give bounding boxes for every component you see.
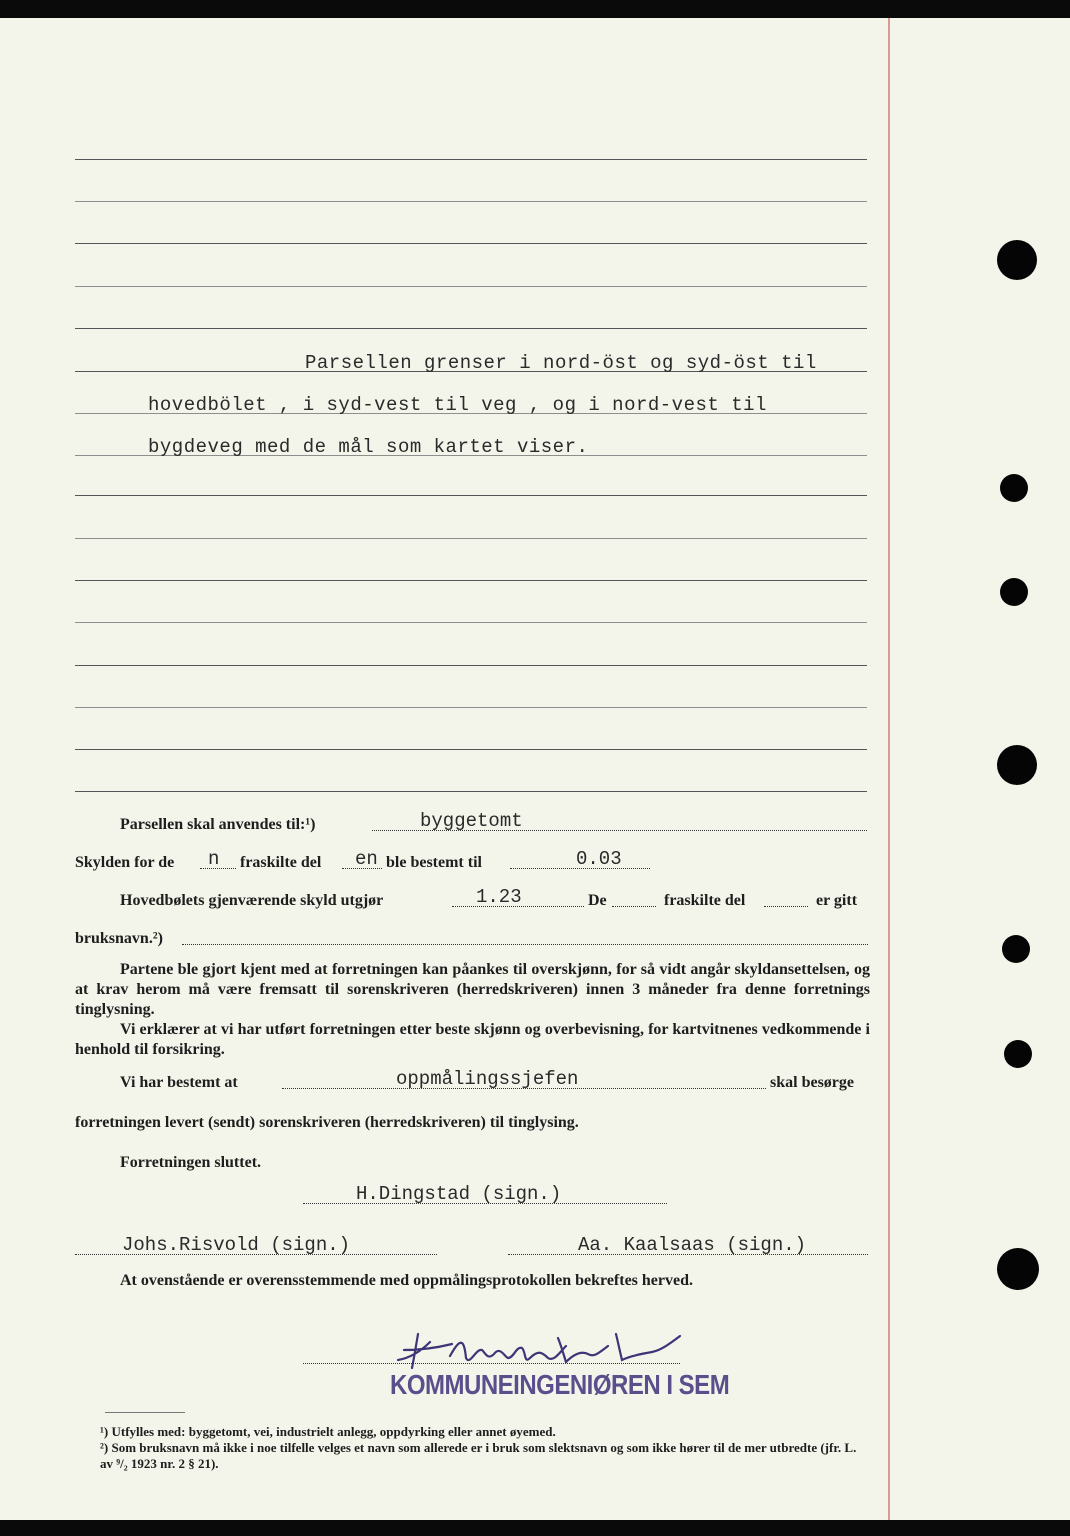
punch-hole bbox=[1002, 935, 1030, 963]
de-dotline bbox=[612, 906, 656, 907]
use-value: byggetomt bbox=[420, 810, 523, 832]
bestemt-value: oppmålingssjefen bbox=[396, 1068, 579, 1090]
signature-dotline bbox=[303, 1363, 680, 1364]
er-gitt: er gitt bbox=[816, 892, 858, 909]
footnote-1: ¹) Utfylles med: byggetomt, vei, industrielt anlegg, oppdyrking eller annet øyemed. bbox=[100, 1424, 556, 1439]
official-stamp: KOMMUNEINGENIØREN I SEM bbox=[390, 1370, 730, 1402]
ruled-line bbox=[75, 749, 867, 750]
ruled-line bbox=[75, 328, 867, 329]
hoved-value: 1.23 bbox=[476, 886, 522, 908]
fraskilte-label: fraskilte del bbox=[664, 892, 746, 909]
skyld-fill-b: en bbox=[355, 848, 378, 870]
typed-line-2: hovedbölet , i syd-vest til veg , og i nord-vest til bbox=[148, 394, 767, 416]
bruksnavn-label: bruksnavn.²) bbox=[75, 930, 163, 947]
punch-hole bbox=[1000, 474, 1028, 502]
margin-rule bbox=[888, 18, 890, 1520]
paragraph-erklaering: Vi erklærer at vi har utført forretningen etter beste skjønn og overbevisning, for kartvitnenes vedkommende i henhold til forsikring. bbox=[75, 1021, 870, 1058]
bruksnavn-dotline bbox=[182, 944, 868, 945]
ruled-line bbox=[75, 538, 867, 539]
footnote-separator bbox=[105, 1412, 185, 1413]
punch-hole bbox=[997, 240, 1037, 280]
signature-kaalsaas: Aa. Kaalsaas (sign.) bbox=[578, 1234, 807, 1256]
bestemt-label: Vi har bestemt at bbox=[120, 1074, 238, 1091]
ruled-line bbox=[75, 495, 867, 496]
ruled-line bbox=[75, 201, 867, 202]
typed-line-3: bygdeveg med de mål som kartet viser. bbox=[148, 436, 589, 458]
signature-dingstad: H.Dingstad (sign.) bbox=[356, 1183, 562, 1205]
attest-line: At ovenstående er overensstemmende med oppmålingsprotokollen bekreftes herved. bbox=[120, 1272, 693, 1289]
typed-line-1: Parsellen grenser i nord-öst og syd-öst til bbox=[305, 352, 817, 374]
de-label: De bbox=[588, 892, 607, 909]
skyld-fill-a: n bbox=[208, 848, 220, 870]
punch-hole bbox=[997, 745, 1037, 785]
ruled-line bbox=[75, 707, 867, 708]
ruled-line bbox=[75, 159, 867, 160]
skyld-label-a: Skylden for de bbox=[75, 854, 175, 871]
scan-bottom-edge bbox=[0, 1520, 1070, 1536]
ruled-line bbox=[75, 622, 867, 623]
ruled-line bbox=[75, 243, 867, 244]
paragraph-overskjonn: Partene ble gjort kjent med at forretningen kan påankes til overskjønn, for så vidt angår skyldansettelsen, og at krav herom må være fremsatt til sorenskriveren (herredskriveren) innen 3 måneder fra denne forretnings tinglysning. bbox=[75, 961, 870, 1018]
ruled-line bbox=[75, 665, 867, 666]
ruled-line bbox=[75, 791, 867, 792]
sluttet-line: Forretningen sluttet. bbox=[120, 1154, 262, 1171]
ruled-line bbox=[75, 580, 867, 581]
punch-hole bbox=[997, 1248, 1039, 1290]
use-label: Parsellen skal anvendes til:¹) bbox=[120, 816, 316, 833]
punch-hole bbox=[1000, 578, 1028, 606]
hoved-label: Hovedbølets gjenværende skyld utgjør bbox=[120, 892, 384, 909]
besorge-label: skal besørge bbox=[770, 1074, 854, 1091]
fraskilte-dotline bbox=[764, 906, 808, 907]
scan-top-edge bbox=[0, 0, 1070, 18]
footnote-2: ²) Som bruksnavn må ikke i noe tilfelle velges et navn som allerede er i bruk som slektsnavn og som ikke hører til de mer utbredte (jfr. L. av ⁹/₂ 1923 nr. 2 § 21). bbox=[100, 1440, 857, 1471]
skyld-label-b: fraskilte del bbox=[240, 854, 322, 871]
skyld-value: 0.03 bbox=[576, 848, 622, 870]
signature-risvold: Johs.Risvold (sign.) bbox=[122, 1234, 351, 1256]
levert-line: forretningen levert (sendt) sorenskriveren (herredskriveren) til tinglysing. bbox=[75, 1114, 579, 1131]
ruled-line bbox=[75, 286, 867, 287]
skyld-label-c: ble bestemt til bbox=[386, 854, 482, 871]
punch-hole bbox=[1004, 1040, 1032, 1068]
